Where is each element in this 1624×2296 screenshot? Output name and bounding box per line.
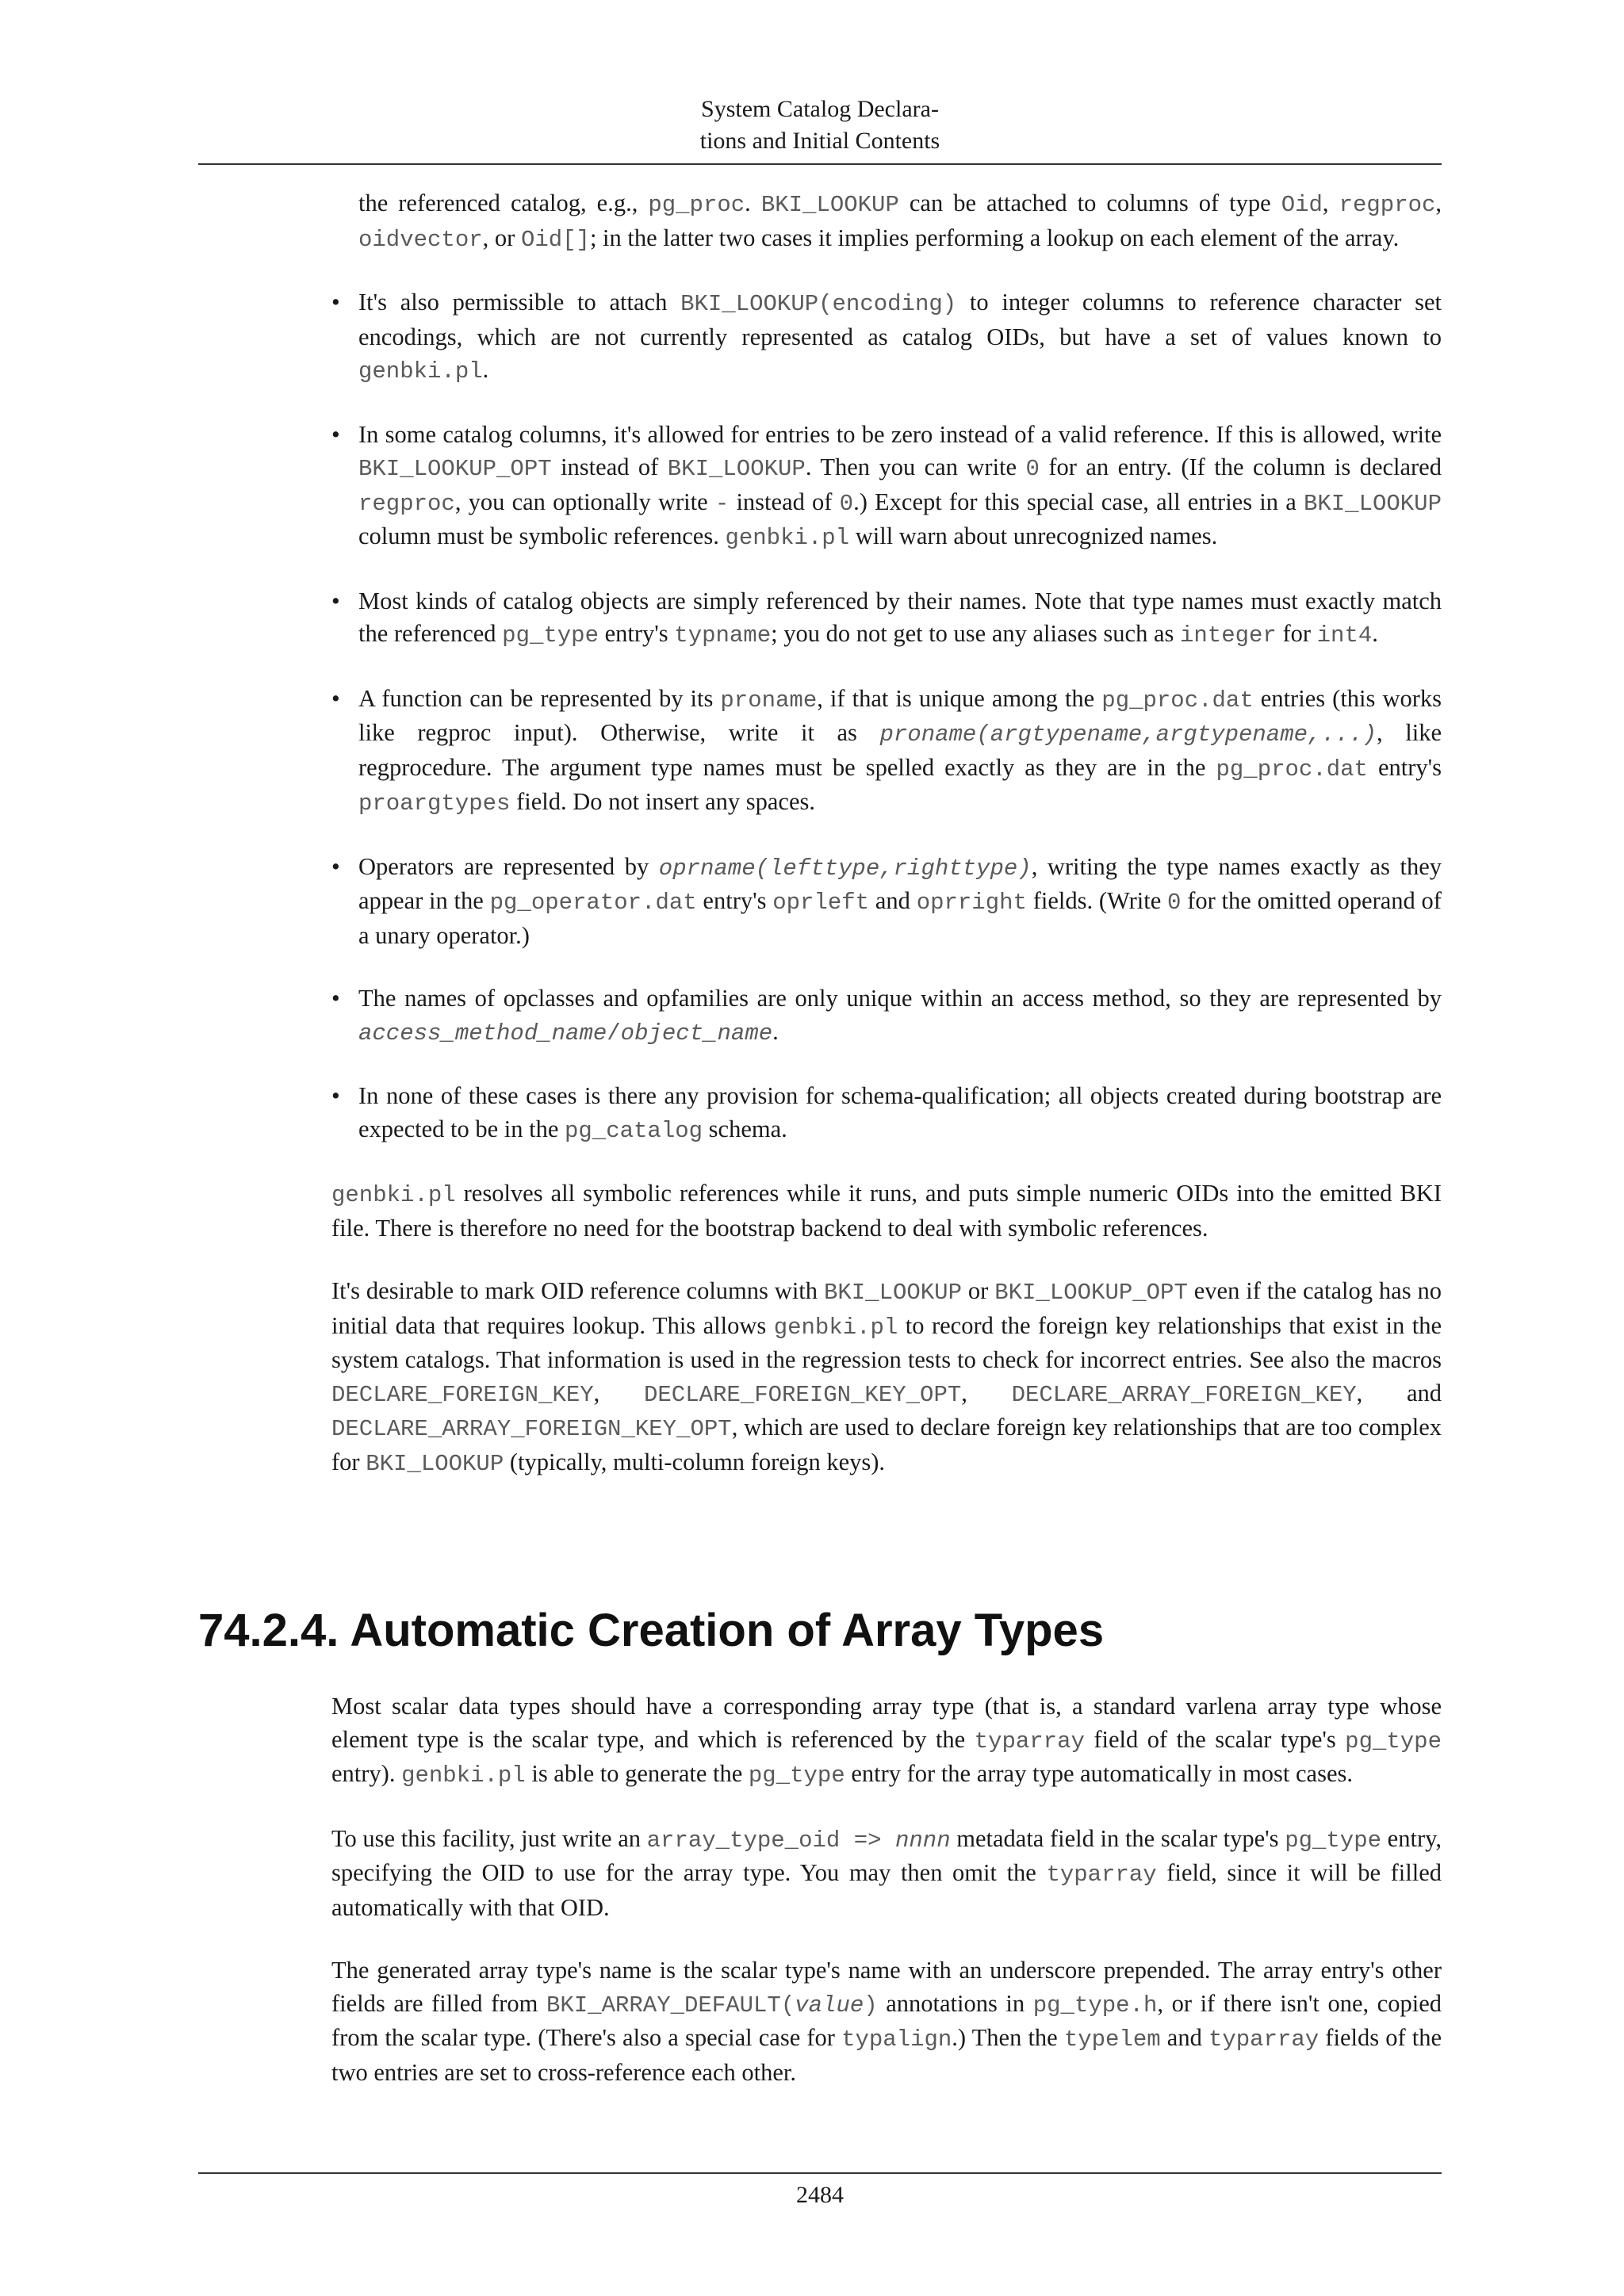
footer-divider [198,2172,1442,2174]
paragraph: The generated array type's name is the scalar type's name with an underscore prepended. The array entry's other fields are filled from BKI_ARRAY_DEFAULT(value) annotations in pg_type.h, or if there isn't one, copied from the scalar type. (There's also a special case for typalign.) Then the typelem and typarray fields of the two entries are set to cross-reference each other. [331,1957,1442,2086]
list-item: • In none of these cases is there any provision for schema-qualification; all objects created during bootstrap are expected to be in the pg_catalog schema. [331,1080,1442,1147]
running-header [198,94,1442,157]
list-item: • Operators are represented by oprname(lefttype,righttype), writing the type names exactly as they appear in the pg_operator.dat entry's oprleft and oprright fields. (Write 0 for the omitted operand of a unary operator.) [331,851,1442,953]
page-number: 2484 [796,2182,844,2208]
reference-rules-list [331,286,1442,1147]
list-item: • In some catalog columns, it's allowed for entries to be zero instead of a valid reference. If this is allowed, write BKI_LOOKUP_OPT instead of BKI_LOOKUP. Then you can write 0 for an entry. (If the column is declared regproc, you can optionally write - instead of 0.) Except for this special case, all entries in a BKI_LOOKUP column must be symbolic references. genbki.pl will warn about unrecognized names. [331,419,1442,555]
continuation-paragraph: the referenced catalog, e.g., pg_proc. BKI_LOOKUP can be attached to columns of type Oid, regproc, oidvector, or Oid[]; in the latter two cases it implies performing a lookup on each element of the array. [358,189,1442,253]
header-title-line-1: System Catalog Declara- [701,96,939,122]
list-item: • A function can be represented by its proname, if that is unique among the pg_proc.dat entries (this works like regproc input). Otherwise, write it as proname(argtypename,argtypename,...), like regprocedure. The argument type names must be spelled exactly as they are in the pg_proc.dat entry's proargtypes field. Do not insert any spaces. [331,683,1442,821]
body-text-upper [331,187,1442,1510]
paragraph: It's desirable to mark OID reference columns with BKI_LOOKUP or BKI_LOOKUP_OPT even if the catalog has no initial data that requires lookup. This allows genbki.pl to record the foreign key relationships that exist in the system catalogs. That information is used in the regression tests to check for incorrect entries. See also the macros DECLARE_FOREIGN_KEY, DECLARE_FOREIGN_KEY_OPT, DECLARE_ARRAY_FOREIGN_KEY, and DECLARE_ARRAY_FOREIGN_KEY_OPT, which are used to declare foreign key relationships that are too complex for BKI_LOOKUP (typically, multi-column foreign keys). [331,1277,1442,1477]
paragraph: To use this facility, just write an array_type_oid => nnnn metadata field in the scalar type's pg_type entry, specifying the OID to use for the array type. You may then omit the typarray field, since it will be filled automatically with that OID. [331,1824,1442,1921]
paragraph: Most scalar data types should have a corresponding array type (that is, a standard varlena array type whose element type is the scalar type, and which is referenced by the typarray field of the scalar type's pg_type entry). genbki.pl is able to generate the pg_type entry for the array type automatically in most cases. [331,1693,1442,1789]
section-heading: 74.2.4. Automatic Creation of Array Types [198,1605,1105,1656]
list-item: • It's also permissible to attach BKI_LOOKUP(encoding) to integer columns to reference character set encodings, which are not currently represented as catalog OIDs, but have a set of values known to genbki.pl. [331,286,1442,388]
header-divider [198,163,1442,165]
header-title-line-2: tions and Initial Contents [699,128,940,154]
list-item: • Most kinds of catalog objects are simply referenced by their names. Note that type names must exactly match the referenced pg_type entry's typname; you do not get to use any aliases such as integer for int4. [331,585,1442,652]
paragraph: genbki.pl resolves all symbolic references while it runs, and puts simple numeric OIDs into the emitted BKI file. There is therefore no need for the bootstrap backend to deal with symbolic references. [331,1180,1442,1242]
body-text-lower [331,1690,1442,2119]
list-item: • The names of opclasses and opfamilies are only unique within an access method, so they are represented by access_method_name/object_name. [331,982,1442,1050]
